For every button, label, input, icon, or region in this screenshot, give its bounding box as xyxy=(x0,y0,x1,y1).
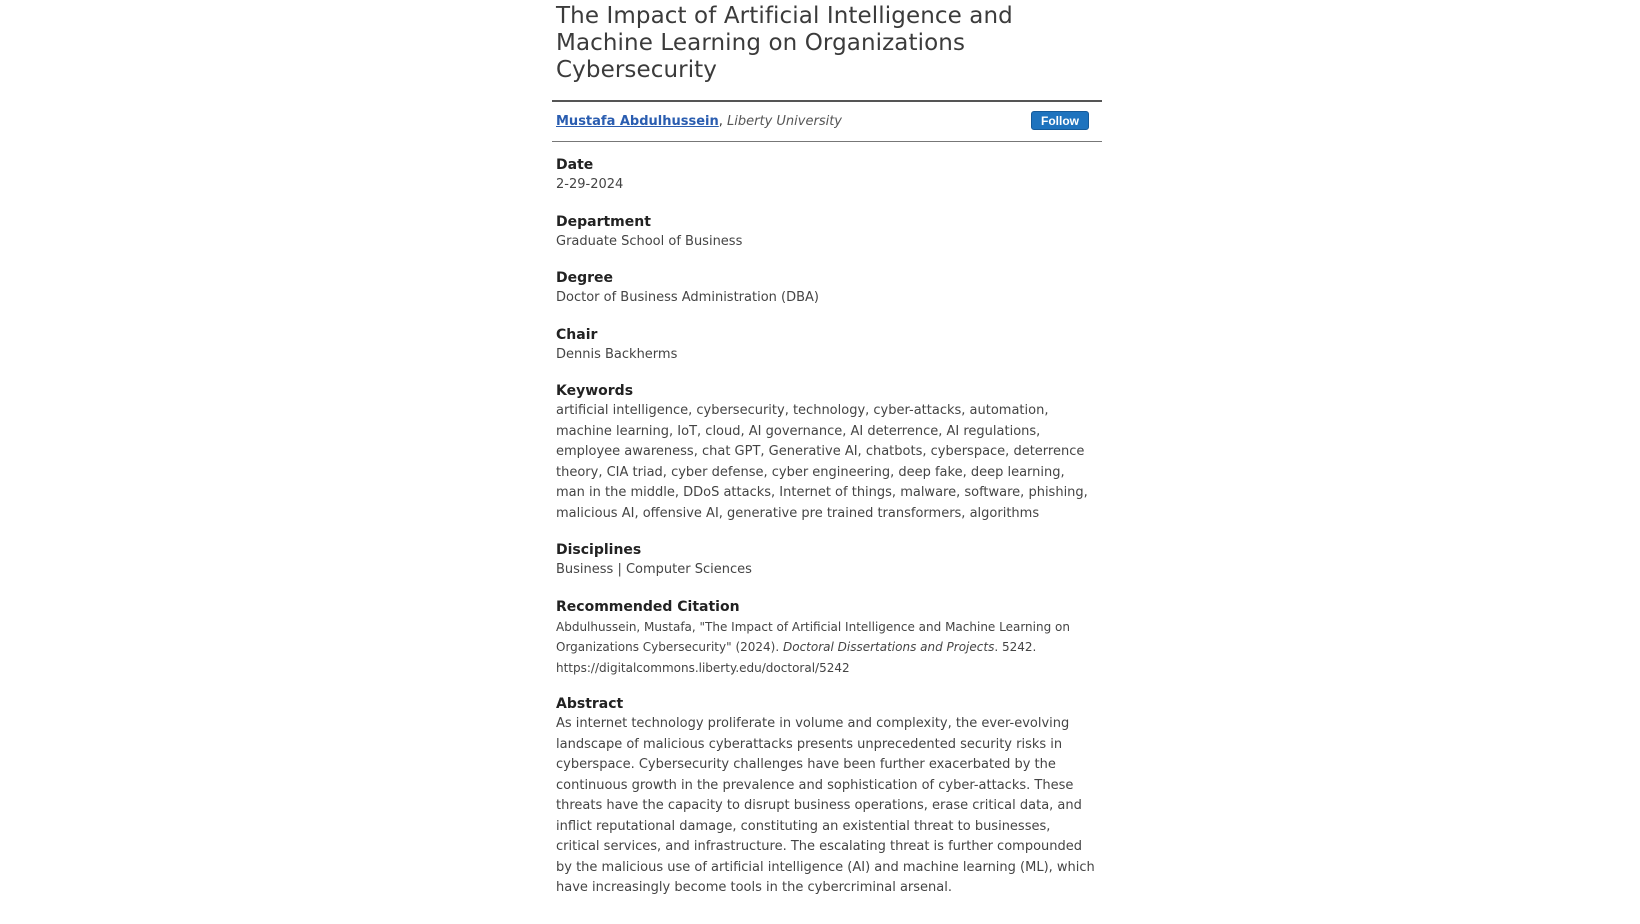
disciplines-value: Business | Computer Sciences xyxy=(556,562,752,577)
citation-text-before: Abdulhussein, Mustafa, "The Impact of Artificial Intelligence and Machine Learning on Organizations Cybersecurity" (2024). xyxy=(556,619,1070,654)
citation-url: https://digitalcommons.liberty.edu/doctoral/5242 xyxy=(556,660,850,675)
chair-field xyxy=(556,325,1096,366)
author-line xyxy=(556,113,842,131)
chair-value: Dennis Backherms xyxy=(556,346,678,362)
abstract-field xyxy=(556,694,1096,899)
disciplines-label: Disciplines xyxy=(556,542,642,558)
author-separator: , xyxy=(718,114,728,129)
chair-label: Chair xyxy=(556,326,598,343)
date-field xyxy=(556,155,1096,196)
disciplines-field xyxy=(556,540,1096,581)
abstract-label: Abstract xyxy=(556,696,624,712)
citation-text-after: . 5242. xyxy=(994,640,1037,654)
date-label: Date xyxy=(556,157,594,173)
record-page xyxy=(552,0,1102,899)
follow-button[interactable]: Follow xyxy=(1031,111,1089,130)
citation-series: Doctoral Dissertations and Projects xyxy=(782,640,995,654)
page-title: The Impact of Artificial Intelligence and Machine Learning on Organizations Cybersecurity xyxy=(556,3,1013,83)
date-value: 2-29-2024 xyxy=(556,177,624,192)
citation-text xyxy=(556,617,1096,679)
department-label: Department xyxy=(556,213,651,230)
keywords-field xyxy=(556,381,1096,524)
author-name-link[interactable]: Mustafa Abdulhussein xyxy=(556,114,719,129)
department-value: Graduate School of Business xyxy=(556,233,743,249)
degree-value: Doctor of Business Administration (DBA) xyxy=(556,290,819,305)
abstract-value: As internet technology proliferate in volume and complexity, the ever-evolving landscape of malicious cyberattacks presents unprecedented security risks in cyberspace. Cybersecurity challenges have been further exacerbated by the continuous growth in the prevalence and sophistication of cyber-attacks. These threats have the capacity to disrupt business operations, erase critical data, and inflict reputational damage, constituting an existential threat to businesses, critical services, and infrastructure. The escalating threat is further compounded by the malicious use of artificial intelligence (AI) and machine learning (ML), which have increasingly become tools in the cybercriminal arsenal. xyxy=(556,716,1095,895)
citation-label: Recommended Citation xyxy=(556,598,740,615)
citation-field xyxy=(556,597,1096,679)
author-affiliation: Liberty University xyxy=(727,114,842,129)
keywords-label: Keywords xyxy=(556,383,634,399)
author-bar xyxy=(552,100,1102,142)
degree-label: Degree xyxy=(556,270,614,286)
keywords-value: artificial intelligence, cybersecurity, technology, cyber-attacks, automation, machine learning, IoT, cloud, AI governance, AI deterrence, AI regulations, employee awareness, chat GPT, Generative AI, chatbots, cyberspace, deterrence theory, CIA triad, cyber defense, cyber engineering, deep fake, deep learning, man in the middle, DDoS attacks, Internet of things, malware, software, phishing, malicious AI, offensive AI, generative pre trained transformers, algorithms xyxy=(556,403,1088,521)
department-field xyxy=(556,212,1096,253)
degree-field xyxy=(556,268,1096,309)
